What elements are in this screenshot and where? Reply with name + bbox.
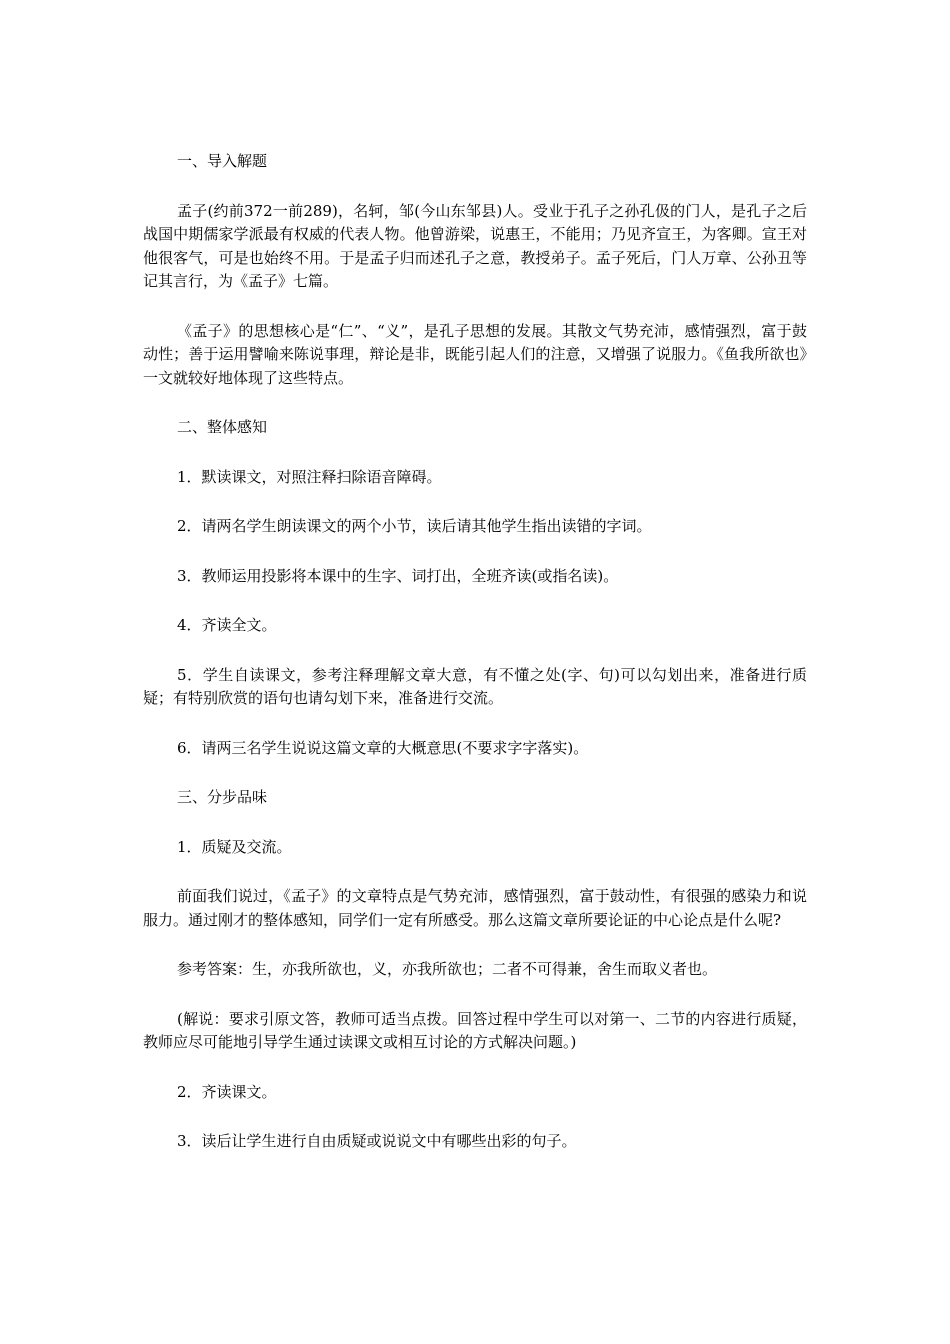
- paragraph-explanation: (解说：要求引原文答，教师可适当点拨。回答过程中学生可以对第一、二节的内容进行质疑，教师应尽可能地引导学生通过读课文或相互讨论的方式解决问题。): [143, 1009, 807, 1051]
- list-item-1: 1．默读课文，对照注释扫除语音障碍。: [177, 467, 442, 486]
- section-heading-overview: 二、整体感知: [177, 418, 268, 436]
- section-heading-appreciation: 三、分步品味: [177, 788, 268, 806]
- section-heading-intro: 一、导入解题: [177, 152, 268, 170]
- paragraph-reference-answer: 参考答案：生，亦我所欲也，义，亦我所欲也；二者不可得兼，舍生而取义者也。: [177, 960, 718, 978]
- list-item-read-aloud: 2．齐读课文。: [177, 1082, 277, 1101]
- list-item-2: 2．请两名学生朗读课文的两个小节，读后请其他学生指出读错的字词。: [177, 517, 652, 535]
- paragraph-mencius-thought: 《孟子》的思想核心是“仁”、“义”，是孔子思想的发展。其散文气势充沛，感情强烈，富于鼓动性；善于运用譬喻来陈说事理，辩论是非，既能引起人们的注意，又增强了说服力。《鱼我所欲也》一文就较好地体现了这些特点。: [143, 321, 807, 387]
- list-item-4: 4．齐读全文。: [177, 616, 277, 634]
- paragraph-central-argument: 前面我们说过，《孟子》的文章特点是气势充沛，感情强烈，富于鼓动性，有很强的感染力和说服力。通过刚才的整体感知，同学们一定有所感受。那么这篇文章所要论证的中心论点是什么呢?: [143, 887, 807, 929]
- list-item-5: 5．学生自读课文，参考注释理解文章大意，有不懂之处(字、句)可以勾划出来，准备进行质疑；有特别欣赏的语句也请勾划下来，准备进行交流。: [143, 665, 807, 707]
- paragraph-mencius-bio: 孟子(约前372一前289)，名轲，邹(今山东邹县)人。受业于孔子之孙孔伋的门人，是孔子之后战国中期儒家学派最有权威的代表人物。他曾游梁，说惠王，不能用；乃见齐宣王，为客卿。宣王对他很客气，可是也始终不用。于是孟子归而述孔子之意，教授弟子。孟子死后，门人万章、公孙丑等记其言行，为《孟子》七篇。: [143, 201, 807, 290]
- list-item-3: 3．教师运用投影将本课中的生字、词打出，全班齐读(或指名读)。: [177, 566, 619, 585]
- list-item-6: 6．请两三名学生说说这篇文章的大概意思(不要求字字落实)。: [177, 738, 589, 757]
- document-body: [143, 150, 807, 1180]
- list-item-discussion: 3．读后让学生进行自由质疑或说说文中有哪些出彩的句子。: [177, 1132, 577, 1150]
- list-item-questions: 1．质疑及交流。: [177, 837, 292, 856]
